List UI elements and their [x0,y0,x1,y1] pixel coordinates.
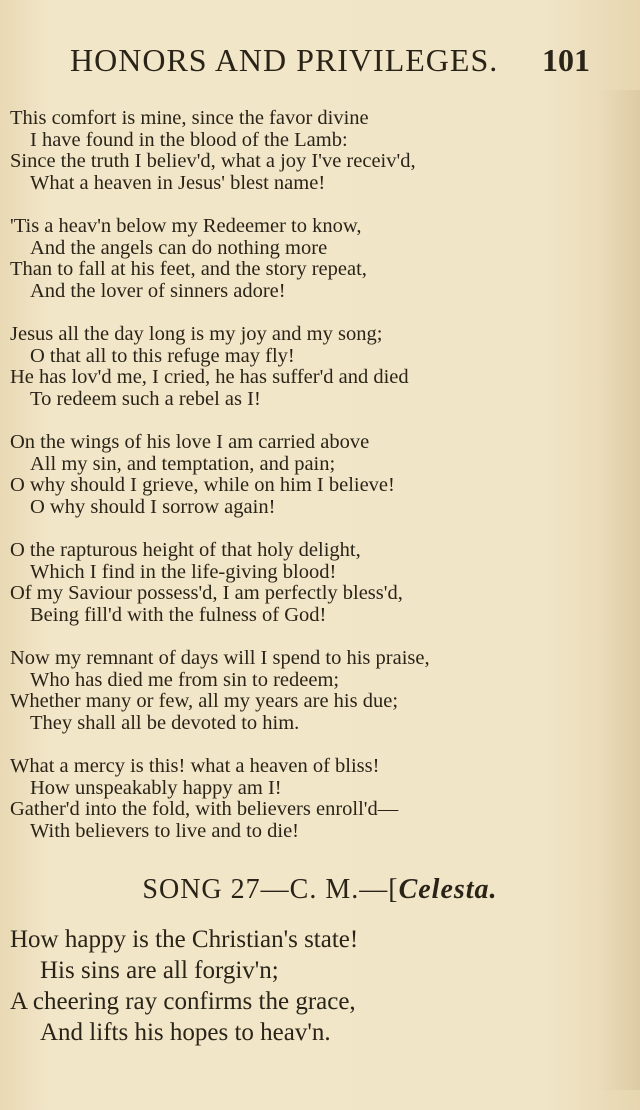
stanza [10,324,630,410]
stanza-line: And the angels can do nothing more [30,236,328,259]
stanza-line: I have found in the blood of the Lamb: [30,128,348,151]
stanza-line: Of my Saviour possess'd, I am perfectly bless'd, [10,582,403,604]
stanza [10,756,630,842]
page-header [70,42,590,82]
stanza-line: What a mercy is this! what a heaven of bliss! [10,755,380,777]
stanza-line: O the rapturous height of that holy delight, [10,539,361,561]
stanza-line: Gather'd into the fold, with believers enroll'd— [10,798,399,820]
stanza-line: They shall all be devoted to him. [30,711,300,734]
verse-line: How happy is the Christian's state! [10,926,359,953]
stanza [10,432,630,518]
hymn-stanzas [10,108,630,864]
stanza [10,108,630,194]
stanza-line: This comfort is mine, since the favor divine [10,107,369,129]
stanza-line: Than to fall at his feet, and the story repeat, [10,258,367,280]
stanza-line: Jesus all the day long is my joy and my song; [10,323,383,345]
stanza-line: Whether many or few, all my years are his due; [10,690,399,712]
stanza-line: O why should I grieve, while on him I believe! [10,474,395,496]
stanza-line: 'Tis a heav'n below my Redeemer to know, [10,215,362,237]
stanza-line: What a heaven in Jesus' blest name! [30,171,326,194]
stanza-line: He has lov'd me, I cried, he has suffer'd and died [10,366,409,388]
stanza [10,540,630,626]
stanza [10,648,630,734]
stanza [10,216,630,302]
verse-line: His sins are all forgiv'n; [40,957,279,984]
stanza-line: O why should I sorrow again! [30,495,276,518]
stanza-line: On the wings of his love I am carried above [10,431,370,453]
stanza-line: Since the truth I believ'd, what a joy I've receiv'd, [10,150,416,172]
page-number: 101 [542,42,590,78]
stanza-line: Now my remnant of days will I spend to his praise, [10,647,430,669]
stanza-line: With believers to live and to die! [30,819,300,842]
verse-line: A cheering ray confirms the grace, [10,988,356,1015]
stanza-line: Which I find in the life-giving blood! [30,560,337,583]
stanza-line: O that all to this refuge may fly! [30,344,295,367]
running-title: HONORS AND PRIVILEGES. [70,42,499,78]
tune-name: Celesta. [398,874,498,905]
song-number-meter: SONG 27—C. M.—[ [142,874,399,905]
stanza-line: Being fill'd with the fulness of God! [30,603,327,626]
stanza-line: How unspeakably happy am I! [30,776,282,799]
stanza-line: And the lover of sinners adore! [30,279,286,302]
stanza-line: All my sin, and temptation, and pain; [30,452,336,475]
song-heading [0,874,640,906]
song-27-verse [10,924,630,1048]
stanza-line: Who has died me from sin to redeem; [30,668,340,691]
stanza-line: To redeem such a rebel as I! [30,387,261,410]
verse-line: And lifts his hopes to heav'n. [40,1019,331,1046]
